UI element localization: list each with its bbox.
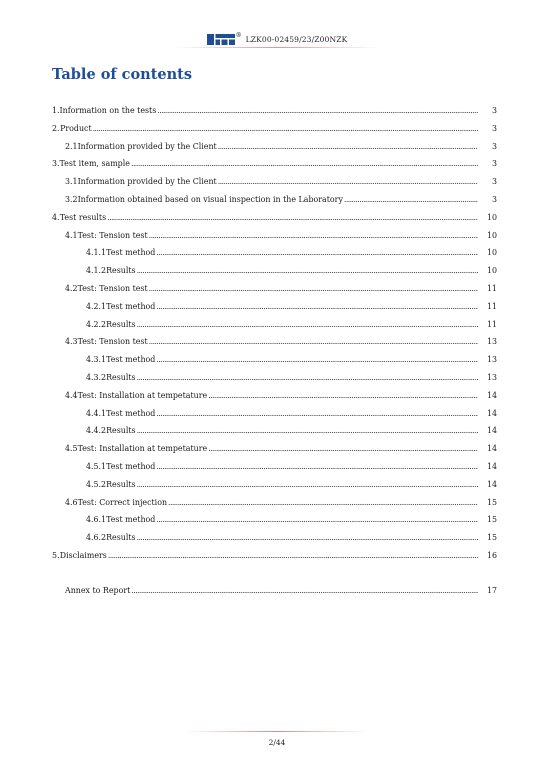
toc-entry[interactable]	[52, 355, 497, 373]
toc-entry-title: Results	[106, 266, 136, 276]
toc-entry[interactable]	[52, 284, 497, 302]
toc-entry-number: 4.4	[65, 390, 78, 400]
toc-entry-page: 17	[486, 586, 497, 595]
annex-entry	[52, 586, 497, 604]
document-id: LZK00-02459/23/Z00NZK	[245, 34, 348, 44]
toc-entry-page: 3	[491, 159, 497, 169]
toc-entry-title: Results	[106, 479, 136, 489]
toc-leader-dots	[131, 159, 478, 168]
toc-entry-title: Test: Tension test	[77, 283, 148, 293]
toc-leader-dots	[149, 284, 478, 293]
toc-leader-dots	[137, 426, 478, 435]
toc-entry-title: Test item, sample	[59, 159, 130, 169]
toc-entry-title: Test method	[106, 515, 156, 525]
toc-entry-page: 14	[486, 426, 497, 436]
toc-entry[interactable]	[52, 444, 497, 462]
toc-entry-page: 13	[486, 337, 497, 347]
toc-entry[interactable]	[52, 266, 497, 284]
toc-leader-dots	[108, 551, 478, 560]
registered-mark: ®	[235, 31, 242, 39]
toc-entry[interactable]	[52, 533, 497, 551]
toc-entry[interactable]	[52, 462, 497, 480]
toc-entry-title: Test: Tension test	[77, 337, 148, 347]
toc-entry-page: 13	[486, 355, 497, 365]
toc-entry-page: 10	[486, 212, 497, 222]
toc-leader-dots	[156, 355, 478, 364]
toc-entry-title: Information obtained based on visual inspection in the Laboratory	[77, 194, 343, 204]
toc-entry[interactable]	[52, 302, 497, 320]
toc-entry-title: Product	[60, 123, 92, 133]
toc-entry-title: Annex to Report	[65, 586, 131, 595]
toc-entry-number: 4.1.2	[86, 266, 107, 276]
toc-entry-number: 4.6.2	[86, 533, 107, 543]
toc-leader-dots	[149, 337, 478, 346]
toc-entry-number: 4.3	[65, 337, 78, 347]
toc-leader-dots	[137, 320, 478, 329]
toc-entry-page: 3	[491, 106, 497, 115]
toc-leader-dots	[149, 231, 478, 240]
toc-entry[interactable]	[52, 409, 497, 427]
toc-entry-page: 14	[486, 479, 497, 489]
toc-entry-number: 1.	[52, 106, 60, 115]
toc-leader-dots	[131, 586, 478, 595]
toc-entry-annex[interactable]	[52, 586, 497, 604]
toc-entry[interactable]	[52, 480, 497, 498]
toc-entry[interactable]	[52, 248, 497, 266]
toc-entry-number: 3.1	[65, 177, 78, 187]
toc-leader-dots	[208, 391, 478, 400]
toc-entry-page: 15	[486, 497, 497, 507]
toc-entry-title: Test: Installation at tempetature	[77, 390, 208, 400]
toc-entry-number: 4.2.1	[86, 301, 107, 311]
toc-entry-number: 4.6	[65, 497, 78, 507]
toc-entry-page: 3	[491, 123, 497, 133]
toc-entry-page: 3	[491, 141, 497, 151]
toc-entry[interactable]	[52, 391, 497, 409]
toc-entry-number: 4.6.1	[86, 515, 107, 525]
toc-entry-title: Results	[106, 533, 136, 543]
toc-entry-number: 4.2	[65, 283, 78, 293]
toc-entry-page: 10	[486, 230, 497, 240]
toc-entry-page: 14	[486, 444, 497, 454]
toc-entry[interactable]	[52, 515, 497, 533]
toc-leader-dots	[168, 498, 478, 507]
toc-entry[interactable]	[52, 195, 497, 213]
toc-entry-page: 10	[486, 266, 497, 276]
toc-entry-title: Results	[106, 319, 136, 329]
toc-entry-page: 14	[486, 390, 497, 400]
toc-entry-number: 4.1	[65, 230, 78, 240]
toc-entry-number: 4.1.1	[86, 248, 107, 258]
toc-leader-dots	[107, 213, 478, 222]
itb-logo-icon	[207, 34, 235, 45]
table-of-contents	[52, 106, 497, 569]
toc-entry-page: 16	[486, 550, 497, 560]
toc-entry[interactable]	[52, 320, 497, 338]
toc-entry[interactable]	[52, 373, 497, 391]
toc-entry-title: Results	[106, 372, 136, 382]
toc-entry[interactable]	[52, 213, 497, 231]
toc-entry-title: Test method	[106, 248, 156, 258]
itb-logo	[207, 31, 242, 45]
toc-leader-dots	[137, 480, 478, 489]
toc-leader-dots	[93, 124, 478, 133]
page-header	[0, 32, 554, 46]
toc-entry-title: Test method	[106, 301, 156, 311]
page-title: Table of contents	[52, 66, 193, 83]
toc-entry-title: Test: Installation at tempetature	[77, 444, 208, 454]
toc-entry[interactable]	[52, 426, 497, 444]
toc-leader-dots	[218, 177, 478, 186]
toc-entry-title: Test method	[106, 355, 156, 365]
footer-divider	[185, 731, 369, 732]
toc-entry-number: 4.3.2	[86, 372, 107, 382]
toc-entry-page: 14	[486, 408, 497, 418]
toc-entry[interactable]	[52, 124, 497, 142]
toc-entry[interactable]	[52, 551, 497, 569]
toc-leader-dots	[137, 533, 478, 542]
toc-entry-number: 4.5.1	[86, 461, 107, 471]
toc-entry[interactable]	[52, 337, 497, 355]
toc-entry-number: 4.5	[65, 444, 78, 454]
toc-leader-dots	[157, 106, 478, 115]
toc-entry-page: 15	[486, 533, 497, 543]
toc-entry-number: 4.4.2	[86, 426, 107, 436]
toc-leader-dots	[218, 142, 478, 151]
toc-entry-number: 5.	[52, 550, 60, 560]
toc-entry[interactable]	[52, 159, 497, 177]
toc-leader-dots	[156, 248, 478, 257]
toc-entry-number: 3.2	[65, 194, 78, 204]
toc-entry-title: Results	[106, 426, 136, 436]
toc-leader-dots	[137, 373, 478, 382]
toc-entry-page: 10	[486, 248, 497, 258]
toc-entry-title: Test method	[106, 408, 156, 418]
toc-entry[interactable]	[52, 498, 497, 516]
toc-entry-number: 4.	[52, 212, 60, 222]
toc-entry-number: 2.	[52, 123, 60, 133]
toc-entry-title: Disclaimers	[59, 550, 107, 560]
toc-entry-page: 11	[486, 301, 497, 311]
header-divider	[175, 47, 379, 48]
toc-leader-dots	[137, 266, 478, 275]
toc-entry-page: 3	[491, 194, 497, 204]
toc-entry-number: 4.3.1	[86, 355, 107, 365]
toc-leader-dots	[156, 515, 478, 524]
toc-entry-title: Information provided by the Client	[77, 177, 217, 187]
toc-entry-title: Information provided by the Client	[77, 141, 217, 151]
toc-entry-number: 3.	[52, 159, 60, 169]
toc-entry-page: 11	[486, 319, 497, 329]
toc-entry-title: Test: Correct injection	[77, 497, 168, 507]
toc-leader-dots	[156, 302, 478, 311]
toc-entry-number: 4.2.2	[86, 319, 107, 329]
toc-entry-number: 4.4.1	[86, 408, 107, 418]
toc-entry-page: 15	[486, 515, 497, 525]
toc-leader-dots	[156, 409, 478, 418]
toc-entry-title: Test results	[59, 212, 107, 222]
toc-leader-dots	[208, 444, 478, 453]
toc-entry-number: 4.5.2	[86, 479, 107, 489]
toc-entry-number: 2.1	[65, 141, 78, 151]
toc-entry-title: Information on the tests	[59, 106, 157, 115]
toc-leader-dots	[156, 462, 478, 471]
toc-leader-dots	[344, 195, 478, 204]
toc-entry[interactable]	[52, 142, 497, 160]
toc-entry-page: 14	[486, 461, 497, 471]
toc-entry[interactable]	[52, 231, 497, 249]
toc-entry-title: Test: Tension test	[77, 230, 148, 240]
toc-entry-page: 3	[491, 177, 497, 187]
toc-entry[interactable]	[52, 177, 497, 195]
page-number: 2/44	[268, 738, 286, 747]
toc-entry-title: Test method	[106, 461, 156, 471]
toc-entry-page: 11	[486, 283, 497, 293]
toc-entry-page: 13	[486, 372, 497, 382]
toc-entry[interactable]	[52, 106, 497, 124]
